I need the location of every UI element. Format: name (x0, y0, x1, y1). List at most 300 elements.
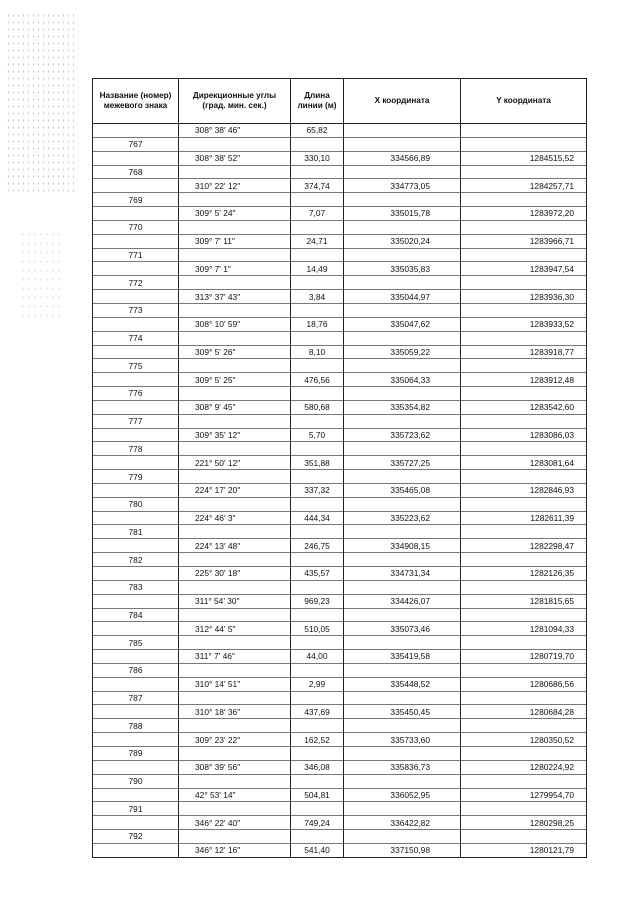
y-coordinate-cell: 1283947,54 (461, 262, 587, 276)
table-row (93, 124, 587, 138)
angle-cell: 308° 9' 45" (179, 400, 291, 414)
point-name-cell (93, 650, 179, 664)
table-row (93, 207, 587, 221)
length-cell: 3,84 (291, 290, 344, 304)
y-coordinate-cell (461, 580, 587, 594)
table-row (93, 483, 587, 497)
y-coordinate-cell (461, 193, 587, 207)
length-cell: 8,10 (291, 345, 344, 359)
y-coordinate-cell (461, 137, 587, 151)
length-cell: 2,99 (291, 677, 344, 691)
table-row (93, 539, 587, 553)
y-coordinate-cell (461, 774, 587, 788)
point-name-cell: 769 (93, 193, 179, 207)
y-coordinate-cell (461, 248, 587, 262)
angle-cell (179, 442, 291, 456)
y-coordinate-cell (461, 331, 587, 345)
table-row (93, 525, 587, 539)
length-cell: 444,34 (291, 511, 344, 525)
angle-cell: 308° 39' 56" (179, 760, 291, 774)
table-row (93, 594, 587, 608)
header-y: Y координата (461, 79, 587, 124)
y-coordinate-cell: 1283933,52 (461, 317, 587, 331)
table-row (93, 719, 587, 733)
angle-cell (179, 746, 291, 760)
point-name-cell: 773 (93, 303, 179, 317)
x-coordinate-cell (344, 414, 461, 428)
y-coordinate-cell (461, 802, 587, 816)
angle-cell: 310° 18' 36" (179, 705, 291, 719)
x-coordinate-cell: 335450,45 (344, 705, 461, 719)
table-row (93, 746, 587, 760)
y-coordinate-cell: 1282126,35 (461, 567, 587, 581)
angle-cell: 313° 37' 43" (179, 290, 291, 304)
x-coordinate-cell: 335836,73 (344, 760, 461, 774)
angle-cell (179, 580, 291, 594)
angle-cell (179, 525, 291, 539)
length-cell (291, 331, 344, 345)
point-name-cell: 772 (93, 276, 179, 290)
length-cell (291, 193, 344, 207)
x-coordinate-cell (344, 303, 461, 317)
y-coordinate-cell: 1283972,20 (461, 207, 587, 221)
table-row (93, 179, 587, 193)
x-coordinate-cell (344, 276, 461, 290)
y-coordinate-cell: 1283086,03 (461, 428, 587, 442)
y-coordinate-cell: 1279954,70 (461, 788, 587, 802)
table-row (93, 830, 587, 844)
length-cell: 337,32 (291, 483, 344, 497)
x-coordinate-cell: 335020,24 (344, 234, 461, 248)
x-coordinate-cell (344, 774, 461, 788)
point-name-cell: 791 (93, 802, 179, 816)
angle-cell (179, 802, 291, 816)
x-coordinate-cell: 335727,25 (344, 456, 461, 470)
angle-cell (179, 303, 291, 317)
angle-cell: 224° 17' 20" (179, 483, 291, 497)
length-cell (291, 137, 344, 151)
y-coordinate-cell: 1284257,71 (461, 179, 587, 193)
x-coordinate-cell (344, 359, 461, 373)
y-coordinate-cell (461, 525, 587, 539)
angle-cell (179, 553, 291, 567)
length-cell: 7,07 (291, 207, 344, 221)
angle-cell: 309° 7' 11" (179, 234, 291, 248)
table-row (93, 497, 587, 511)
angle-cell (179, 470, 291, 484)
x-coordinate-cell: 336052,95 (344, 788, 461, 802)
length-cell (291, 303, 344, 317)
length-cell: 246,75 (291, 539, 344, 553)
table-row (93, 677, 587, 691)
table-row (93, 428, 587, 442)
point-name-cell: 790 (93, 774, 179, 788)
angle-cell (179, 830, 291, 844)
length-cell: 435,57 (291, 567, 344, 581)
table-row (93, 345, 587, 359)
table-row (93, 511, 587, 525)
x-coordinate-cell: 335073,46 (344, 622, 461, 636)
angle-cell (179, 497, 291, 511)
angle-cell (179, 220, 291, 234)
angle-cell: 309° 5' 26" (179, 345, 291, 359)
table-row (93, 220, 587, 234)
point-name-cell (93, 760, 179, 774)
y-coordinate-cell: 1282846,93 (461, 483, 587, 497)
point-name-cell (93, 456, 179, 470)
y-coordinate-cell (461, 470, 587, 484)
table-row (93, 553, 587, 567)
point-name-cell: 770 (93, 220, 179, 234)
x-coordinate-cell: 337150,98 (344, 843, 461, 857)
table-row (93, 774, 587, 788)
x-coordinate-cell: 335465,08 (344, 483, 461, 497)
point-name-cell (93, 677, 179, 691)
angle-cell (179, 193, 291, 207)
x-coordinate-cell: 336422,82 (344, 816, 461, 830)
table-row (93, 387, 587, 401)
y-coordinate-cell: 1283936,30 (461, 290, 587, 304)
y-coordinate-cell (461, 746, 587, 760)
x-coordinate-cell (344, 193, 461, 207)
length-cell: 65,82 (291, 124, 344, 138)
length-cell: 749,24 (291, 816, 344, 830)
y-coordinate-cell: 1280298,25 (461, 816, 587, 830)
length-cell: 969,23 (291, 594, 344, 608)
y-coordinate-cell (461, 442, 587, 456)
header-angle: Дирекционные углы (град. мин. сек.) (179, 79, 291, 124)
table-row (93, 816, 587, 830)
scan-noise (20, 230, 60, 320)
x-coordinate-cell: 334908,15 (344, 539, 461, 553)
table-row (93, 705, 587, 719)
x-coordinate-cell: 335723,62 (344, 428, 461, 442)
y-coordinate-cell (461, 414, 587, 428)
angle-cell (179, 165, 291, 179)
angle-cell: 309° 35' 12" (179, 428, 291, 442)
x-coordinate-cell (344, 165, 461, 179)
y-coordinate-cell (461, 636, 587, 650)
point-name-cell (93, 373, 179, 387)
x-coordinate-cell (344, 608, 461, 622)
length-cell: 510,05 (291, 622, 344, 636)
length-cell (291, 691, 344, 705)
length-cell (291, 746, 344, 760)
angle-cell (179, 719, 291, 733)
angle-cell: 224° 46' 3" (179, 511, 291, 525)
scan-noise (6, 12, 76, 192)
point-name-cell (93, 262, 179, 276)
length-cell: 14,49 (291, 262, 344, 276)
x-coordinate-cell: 335035,83 (344, 262, 461, 276)
point-name-cell: 787 (93, 691, 179, 705)
angle-cell: 309° 5' 25" (179, 373, 291, 387)
length-cell (291, 220, 344, 234)
y-coordinate-cell (461, 691, 587, 705)
length-cell: 330,10 (291, 151, 344, 165)
length-cell: 5,70 (291, 428, 344, 442)
x-coordinate-cell: 335064,33 (344, 373, 461, 387)
angle-cell: 311° 7' 46" (179, 650, 291, 664)
y-coordinate-cell: 1283912,48 (461, 373, 587, 387)
point-name-cell: 768 (93, 165, 179, 179)
table-row (93, 317, 587, 331)
point-name-cell (93, 234, 179, 248)
point-name-cell (93, 207, 179, 221)
y-coordinate-cell (461, 359, 587, 373)
x-coordinate-cell (344, 746, 461, 760)
angle-cell: 42° 53' 14" (179, 788, 291, 802)
table-row (93, 608, 587, 622)
angle-cell (179, 387, 291, 401)
table-row (93, 290, 587, 304)
length-cell (291, 636, 344, 650)
y-coordinate-cell (461, 124, 587, 138)
angle-cell: 312° 44' 5" (179, 622, 291, 636)
point-name-cell (93, 317, 179, 331)
y-coordinate-cell (461, 663, 587, 677)
point-name-cell: 782 (93, 553, 179, 567)
y-coordinate-cell (461, 220, 587, 234)
point-name-cell: 788 (93, 719, 179, 733)
length-cell: 374,74 (291, 179, 344, 193)
angle-cell (179, 691, 291, 705)
point-name-cell (93, 594, 179, 608)
x-coordinate-cell (344, 525, 461, 539)
angle-cell (179, 636, 291, 650)
length-cell (291, 553, 344, 567)
point-name-cell (93, 816, 179, 830)
point-name-cell: 785 (93, 636, 179, 650)
x-coordinate-cell (344, 387, 461, 401)
x-coordinate-cell (344, 442, 461, 456)
point-name-cell (93, 400, 179, 414)
point-name-cell (93, 622, 179, 636)
length-cell (291, 663, 344, 677)
point-name-cell (93, 733, 179, 747)
length-cell: 437,69 (291, 705, 344, 719)
table-row (93, 331, 587, 345)
x-coordinate-cell (344, 470, 461, 484)
table-row (93, 137, 587, 151)
y-coordinate-cell (461, 608, 587, 622)
length-cell (291, 802, 344, 816)
y-coordinate-cell: 1280684,28 (461, 705, 587, 719)
y-coordinate-cell (461, 553, 587, 567)
y-coordinate-cell (461, 276, 587, 290)
table-row (93, 691, 587, 705)
length-cell: 346,08 (291, 760, 344, 774)
point-name-cell: 771 (93, 248, 179, 262)
point-name-cell (93, 483, 179, 497)
length-cell: 351,88 (291, 456, 344, 470)
x-coordinate-cell: 334773,05 (344, 179, 461, 193)
y-coordinate-cell: 1281094,33 (461, 622, 587, 636)
length-cell: 162,52 (291, 733, 344, 747)
y-coordinate-cell: 1283966,71 (461, 234, 587, 248)
x-coordinate-cell (344, 497, 461, 511)
table-row (93, 567, 587, 581)
point-name-cell (93, 705, 179, 719)
angle-cell: 310° 14' 51" (179, 677, 291, 691)
header-length: Длина линии (м) (291, 79, 344, 124)
point-name-cell: 777 (93, 414, 179, 428)
length-cell: 504,81 (291, 788, 344, 802)
y-coordinate-cell (461, 165, 587, 179)
length-cell (291, 774, 344, 788)
table-row (93, 580, 587, 594)
point-name-cell: 792 (93, 830, 179, 844)
table-row (93, 843, 587, 857)
length-cell (291, 248, 344, 262)
angle-cell (179, 331, 291, 345)
angle-cell: 309° 5' 24" (179, 207, 291, 221)
y-coordinate-cell: 1280121,79 (461, 843, 587, 857)
point-name-cell (93, 788, 179, 802)
length-cell (291, 525, 344, 539)
point-name-cell (93, 843, 179, 857)
length-cell: 24,71 (291, 234, 344, 248)
table-row (93, 234, 587, 248)
y-coordinate-cell: 1284515,52 (461, 151, 587, 165)
point-name-cell (93, 179, 179, 193)
angle-cell: 346° 12' 16" (179, 843, 291, 857)
table-row (93, 650, 587, 664)
y-coordinate-cell (461, 830, 587, 844)
y-coordinate-cell: 1282298,47 (461, 539, 587, 553)
angle-cell: 309° 23' 22" (179, 733, 291, 747)
angle-cell: 308° 10' 59" (179, 317, 291, 331)
point-name-cell (93, 428, 179, 442)
table-header-row (93, 79, 587, 124)
y-coordinate-cell (461, 719, 587, 733)
angle-cell (179, 276, 291, 290)
angle-cell: 309° 7' 1" (179, 262, 291, 276)
length-cell (291, 165, 344, 179)
angle-cell (179, 359, 291, 373)
x-coordinate-cell (344, 691, 461, 705)
x-coordinate-cell: 335015,78 (344, 207, 461, 221)
angle-cell (179, 137, 291, 151)
point-name-cell: 779 (93, 470, 179, 484)
table-row (93, 733, 587, 747)
length-cell (291, 359, 344, 373)
length-cell (291, 276, 344, 290)
table-row (93, 663, 587, 677)
x-coordinate-cell (344, 220, 461, 234)
length-cell: 580,68 (291, 400, 344, 414)
point-name-cell: 778 (93, 442, 179, 456)
header-x: X координата (344, 79, 461, 124)
angle-cell (179, 774, 291, 788)
table-row (93, 788, 587, 802)
table-row (93, 262, 587, 276)
table-row (93, 622, 587, 636)
point-name-cell: 780 (93, 497, 179, 511)
x-coordinate-cell (344, 248, 461, 262)
table-row (93, 248, 587, 262)
table-row (93, 636, 587, 650)
point-name-cell (93, 511, 179, 525)
point-name-cell (93, 124, 179, 138)
table-row (93, 442, 587, 456)
y-coordinate-cell: 1280350,52 (461, 733, 587, 747)
x-coordinate-cell (344, 636, 461, 650)
table-row (93, 165, 587, 179)
x-coordinate-cell: 334566,89 (344, 151, 461, 165)
length-cell: 541,40 (291, 843, 344, 857)
x-coordinate-cell: 335223,62 (344, 511, 461, 525)
length-cell (291, 387, 344, 401)
x-coordinate-cell: 334731,34 (344, 567, 461, 581)
point-name-cell: 767 (93, 137, 179, 151)
x-coordinate-cell (344, 802, 461, 816)
x-coordinate-cell: 335419,58 (344, 650, 461, 664)
x-coordinate-cell (344, 137, 461, 151)
boundary-coordinates-table (92, 78, 587, 858)
y-coordinate-cell: 1280224,92 (461, 760, 587, 774)
point-name-cell: 789 (93, 746, 179, 760)
table-row (93, 760, 587, 774)
point-name-cell (93, 567, 179, 581)
y-coordinate-cell: 1280719,70 (461, 650, 587, 664)
table-row (93, 193, 587, 207)
length-cell: 18,76 (291, 317, 344, 331)
angle-cell: 224° 13' 48" (179, 539, 291, 553)
angle-cell: 308° 38' 46" (179, 124, 291, 138)
x-coordinate-cell: 335044,97 (344, 290, 461, 304)
point-name-cell: 781 (93, 525, 179, 539)
table-row (93, 802, 587, 816)
point-name-cell: 786 (93, 663, 179, 677)
x-coordinate-cell (344, 124, 461, 138)
point-name-cell (93, 151, 179, 165)
length-cell (291, 830, 344, 844)
table-row (93, 470, 587, 484)
x-coordinate-cell (344, 580, 461, 594)
point-name-cell: 775 (93, 359, 179, 373)
table-row (93, 456, 587, 470)
angle-cell (179, 608, 291, 622)
point-name-cell: 783 (93, 580, 179, 594)
y-coordinate-cell: 1283542,60 (461, 400, 587, 414)
x-coordinate-cell (344, 331, 461, 345)
angle-cell (179, 248, 291, 262)
angle-cell (179, 414, 291, 428)
x-coordinate-cell: 335354,82 (344, 400, 461, 414)
length-cell (291, 470, 344, 484)
x-coordinate-cell (344, 719, 461, 733)
table-row (93, 400, 587, 414)
y-coordinate-cell (461, 497, 587, 511)
angle-cell: 310° 22' 12" (179, 179, 291, 193)
x-coordinate-cell (344, 553, 461, 567)
y-coordinate-cell: 1283081,64 (461, 456, 587, 470)
table-row (93, 276, 587, 290)
x-coordinate-cell: 335733,60 (344, 733, 461, 747)
length-cell (291, 414, 344, 428)
y-coordinate-cell (461, 303, 587, 317)
y-coordinate-cell: 1280686,56 (461, 677, 587, 691)
x-coordinate-cell: 335047,62 (344, 317, 461, 331)
angle-cell: 308° 38' 52" (179, 151, 291, 165)
table-row (93, 373, 587, 387)
length-cell (291, 497, 344, 511)
length-cell (291, 580, 344, 594)
table-row (93, 303, 587, 317)
x-coordinate-cell: 334426,07 (344, 594, 461, 608)
point-name-cell: 784 (93, 608, 179, 622)
